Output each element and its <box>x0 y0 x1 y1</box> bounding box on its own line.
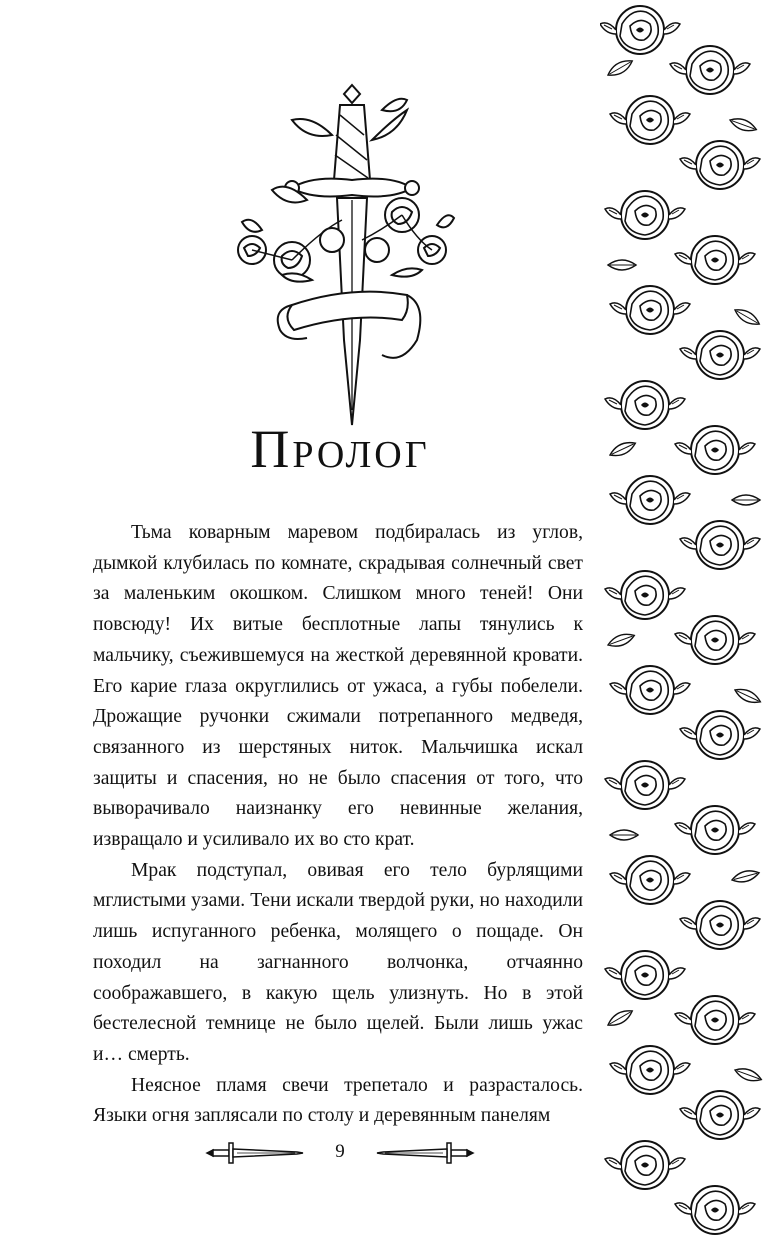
dagger-with-roses-emblem-icon <box>232 80 462 430</box>
body-text <box>93 518 583 1132</box>
paragraph: Тьма коварным маревом подбиралась из углов, дымкой клубилась по комнате, скрадывая солнечный свет за маленьким окошком. Слишком много теней! Они повсюду! Их витые бесплотные лапы тянулись к мальчику, съежившемуся на жесткой деревянной кровати. Его карие глаза округлились от ужаса, а губы побелели. Дрожащие ручонки сжимали потрепанного медведя, связанного из шерстяных ниток. Мальчишка искал защиты и спасения, но не было спасения от того, что выворачивало наизнанку его невинные желания, извращало и усиливало их во сто крат. <box>93 522 583 851</box>
chapter-title: Пролог <box>250 419 430 479</box>
paragraph: Неясное пламя свечи трепетало и разрасталось. Языки огня заплясали по столу и деревянным панелям <box>93 1074 583 1127</box>
paragraph: Мрак подступал, овивая его тело бурлящими мглистыми узами. Тени искали твердой руки, но находили лишь испуганного ребенка, молящего о пощаде. Он походил на загнанного волчонка, отчаянно соображавшего, в какую щель улизнуть. Но в этой бестелесной темнице не было щелей. Были лишь ужас и… смерть. <box>93 859 583 1065</box>
page-number: 9 <box>335 1141 345 1162</box>
floral-border-icon <box>600 0 768 1241</box>
